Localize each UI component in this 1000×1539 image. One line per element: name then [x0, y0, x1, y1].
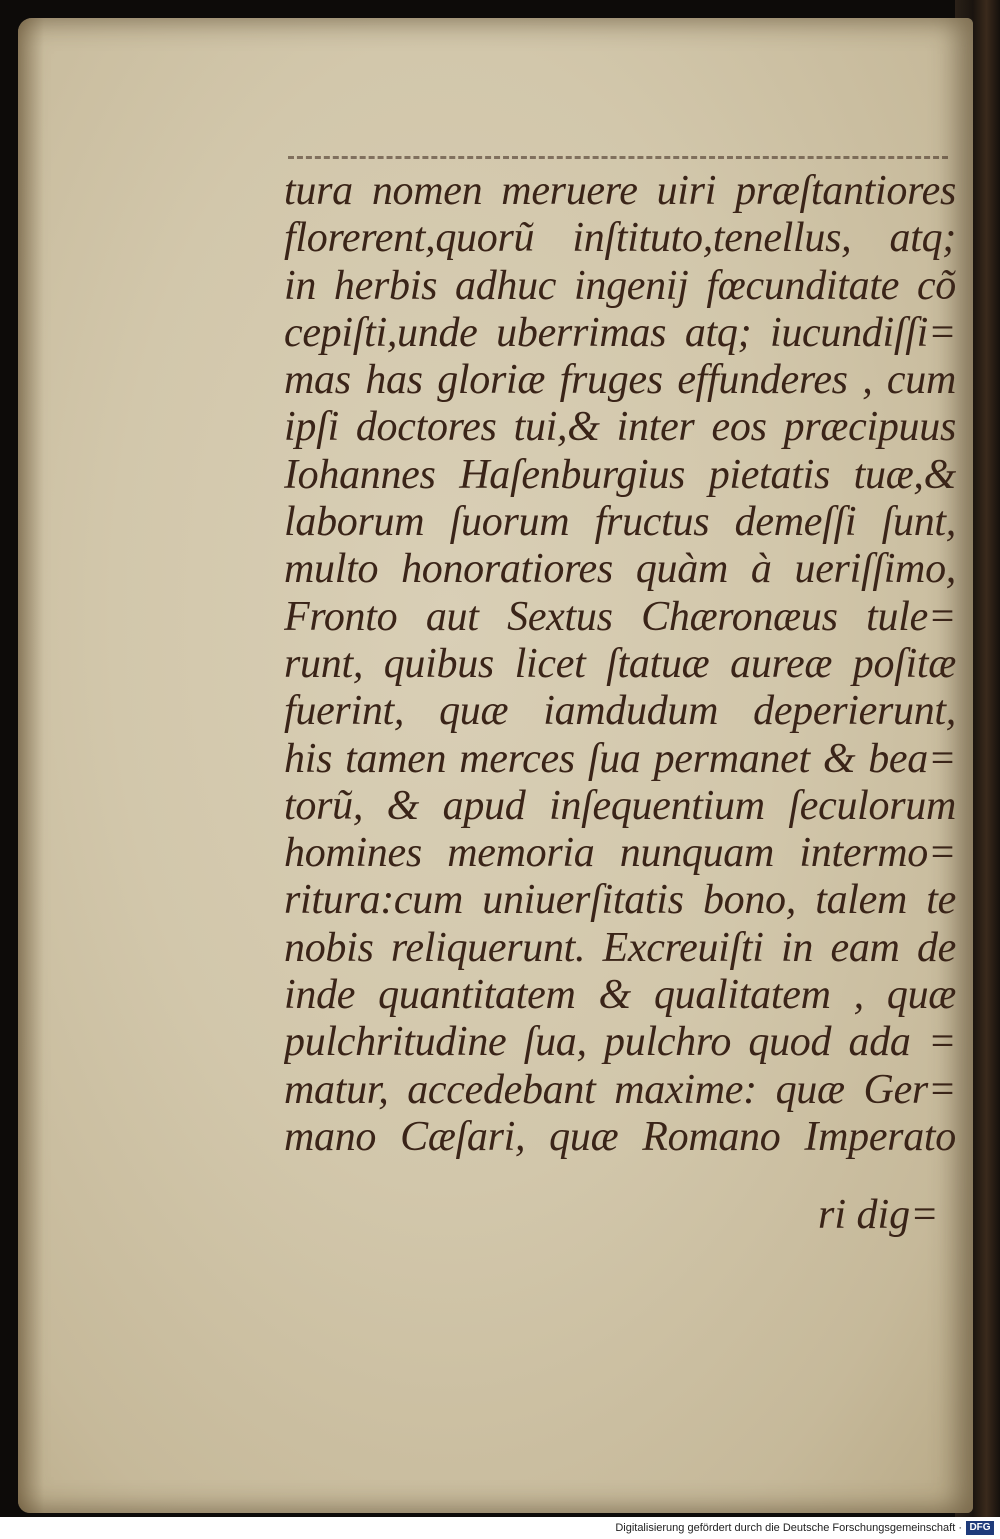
text-line: pulchritudine ſua, pulchro quod ada = [284, 1019, 956, 1066]
dfg-logo: DFG [966, 1521, 994, 1535]
text-line: tura nomen meruere uiri præſtantiores [284, 168, 956, 214]
text-line: mano Cæſari, quæ Romano Imperato [284, 1113, 956, 1160]
text-line: matur, accedebant maxime: quæ Ger= [284, 1066, 956, 1113]
text-line: nobis reliquerunt. Excreuiſti in eam de [284, 924, 956, 971]
funding-credit: Digitalisierung gefördert durch die Deutsche Forschungsgemeinschaft · [615, 1522, 962, 1534]
text-line: laborum ſuorum fructus demeſſi ſunt, [284, 499, 956, 546]
text-line: mas has gloriæ fruges effunderes , cum [284, 357, 956, 404]
text-line: his tamen merces ſua permanet & bea= [284, 735, 956, 782]
text-line: in herbis adhuc ingenij fœcunditate cõ [284, 262, 956, 309]
text-line: ipſi doctores tui,& inter eos præcipuus [284, 404, 956, 451]
text-line: cepiſti,unde uberrimas atq; iucundiſſi= [284, 309, 956, 356]
text-line: torũ, & apud inſequentium ſeculorum [284, 782, 956, 829]
text-line: Fronto aut Sextus Chæronæus tule= [284, 593, 956, 640]
text-line: multo honoratiores quàm à ueriſſimo, [284, 546, 956, 593]
text-line: florerent,quorũ inſtituto,tenellus, atq; [284, 215, 956, 262]
text-line: ritura:cum uniuerſitatis bono, talem te [284, 877, 956, 924]
text-line: inde quantitatem & qualitatem , quæ [284, 972, 956, 1019]
catchword: ri dig= [818, 1192, 939, 1238]
header-rule [288, 156, 948, 167]
text-line: runt, quibus licet ſtatuæ aureæ poſitæ [284, 640, 956, 687]
page-text-block [284, 168, 956, 1161]
page-gutter-shadow [18, 18, 44, 1513]
text-line: fuerint, quæ iamdudum deperierunt, [284, 688, 956, 735]
text-line: homines memoria nunquam intermo= [284, 830, 956, 877]
text-line: Iohannes Haſenburgius pietatis tuæ,& [284, 451, 956, 498]
